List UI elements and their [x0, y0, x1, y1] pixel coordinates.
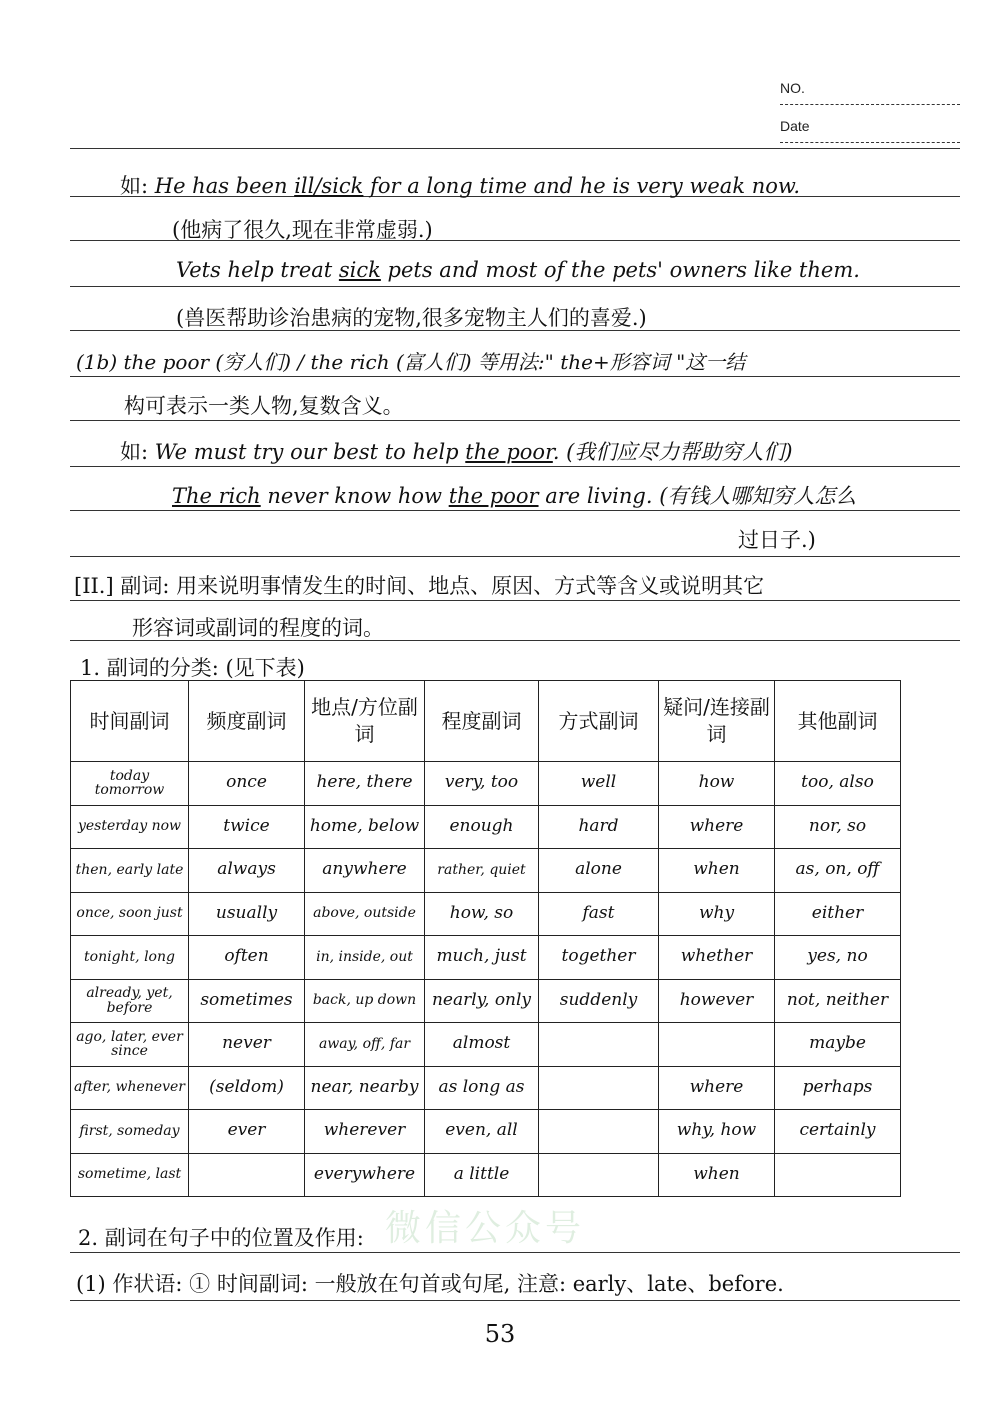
table-cell: ago, later, ever since [71, 1023, 189, 1067]
table-cell: how [659, 762, 775, 806]
table-row [71, 805, 901, 849]
underlined-text: the poor [448, 484, 539, 508]
table-cell: nearly, only [425, 979, 539, 1023]
table-cell: once [189, 762, 305, 806]
translation-line-1: (他病了很久,现在非常虚弱.) [172, 218, 433, 242]
table-cell: even, all [425, 1110, 539, 1154]
table-cell: then, early late [71, 849, 189, 893]
table-row [71, 936, 901, 980]
table-row [71, 1110, 901, 1154]
date-line [780, 142, 960, 143]
table-cell [189, 1153, 305, 1197]
table-cell [539, 1110, 659, 1154]
table-cell: too, also [775, 762, 901, 806]
adverb-table [70, 680, 901, 1197]
table-cell: sometime, last [71, 1153, 189, 1197]
table-cell: much, just [425, 936, 539, 980]
table-cell: maybe [775, 1023, 901, 1067]
example-prefix: 如: [120, 440, 149, 464]
table-cell: why, how [659, 1110, 775, 1154]
table-header-row [71, 681, 901, 762]
section-ii-heading: [II.] 副词: 用来说明事情发生的时间、地点、原因、方式等含义或说明其它 [74, 574, 765, 598]
table-cell: as, on, off [775, 849, 901, 893]
table-cell: above, outside [305, 892, 425, 936]
text-segment: Vets help treat [176, 258, 339, 282]
ruled-line [70, 600, 960, 601]
ruled-line [70, 376, 960, 377]
table-cell: ever [189, 1110, 305, 1154]
column-header: 方式副词 [539, 681, 659, 762]
table-cell [539, 1153, 659, 1197]
example-prefix: 如: [120, 174, 149, 198]
text-segment: for a long time and he is very weak now. [363, 174, 801, 198]
table-cell: usually [189, 892, 305, 936]
table-cell: once, soon just [71, 892, 189, 936]
column-header: 时间副词 [71, 681, 189, 762]
text-segment: pets and most of the pets' owners like them. [380, 258, 860, 282]
rule-line-1b: (1b) the poor (穷人们) / the rich (富人们) 等用法:" the+形容词 "这一结 [76, 350, 746, 374]
table-cell: alone [539, 849, 659, 893]
table-cell: everywhere [305, 1153, 425, 1197]
ruled-line [70, 556, 960, 557]
table-row [71, 892, 901, 936]
rule-line-1b-cont: 构可表示一类人物,复数含义。 [124, 394, 404, 418]
example-line-1 [120, 170, 800, 200]
table-cell: either [775, 892, 901, 936]
table-cell: home, below [305, 805, 425, 849]
column-header: 地点/方位副词 [305, 681, 425, 762]
table-cell: when [659, 849, 775, 893]
table-cell: how, so [425, 892, 539, 936]
underlined-text: the poor [465, 440, 553, 464]
page-number: 53 [484, 1320, 516, 1348]
example-line-2 [176, 258, 860, 282]
table-cell [539, 1066, 659, 1110]
table-cell: after, whenever [71, 1066, 189, 1110]
text-segment: are living. (有钱人哪知穷人怎么 [538, 484, 857, 508]
table-row [71, 1066, 901, 1110]
table-row [71, 1023, 901, 1067]
table-row [71, 849, 901, 893]
table-cell: yesterday now [71, 805, 189, 849]
text-segment: never know how [260, 484, 449, 508]
example-line-4 [172, 480, 856, 510]
example-line-3 [120, 436, 793, 466]
table-row [71, 762, 901, 806]
table-cell: fast [539, 892, 659, 936]
table-cell: whether [659, 936, 775, 980]
table-cell: where [659, 1066, 775, 1110]
table-cell [539, 1023, 659, 1067]
table-cell: perhaps [775, 1066, 901, 1110]
table-cell: when [659, 1153, 775, 1197]
table-cell: hard [539, 805, 659, 849]
table-cell: yes, no [775, 936, 901, 980]
table-cell: already, yet, before [71, 979, 189, 1023]
table-cell: tonight, long [71, 936, 189, 980]
column-header: 其他副词 [775, 681, 901, 762]
table-cell: back, up down [305, 979, 425, 1023]
adverbial-heading: (1) 作状语: ① 时间副词: 一般放在句首或句尾, 注意: early、late、before. [76, 1272, 784, 1296]
table-cell: nor, so [775, 805, 901, 849]
table-cell: today tomorrow [71, 762, 189, 806]
underlined-text: sick [338, 258, 381, 282]
ruled-line [70, 420, 960, 421]
table-cell: here, there [305, 762, 425, 806]
table-row [71, 1153, 901, 1197]
watermark: 微信公众号 [385, 1208, 586, 1249]
date-label: Date [780, 118, 810, 134]
ruled-line [70, 286, 960, 287]
table-cell: in, inside, out [305, 936, 425, 980]
table-cell: very, too [425, 762, 539, 806]
column-header: 程度副词 [425, 681, 539, 762]
table-cell: (seldom) [189, 1066, 305, 1110]
table-cell: certainly [775, 1110, 901, 1154]
table-cell: always [189, 849, 305, 893]
section-ii-heading-cont: 形容词或副词的程度的词。 [132, 616, 384, 640]
position-heading: 2. 副词在句子中的位置及作用: [78, 1226, 364, 1250]
translation-line-2: (兽医帮助诊治患病的宠物,很多宠物主人们的喜爱.) [176, 306, 647, 330]
table-cell: never [189, 1023, 305, 1067]
table-cell: however [659, 979, 775, 1023]
ruled-line [70, 510, 960, 511]
example-line-4-cont: 过日子.) [738, 528, 816, 552]
text-segment: We must try our best to help [154, 440, 466, 464]
table-cell: first, someday [71, 1110, 189, 1154]
text-segment: He has been [154, 174, 295, 198]
ruled-line [70, 1252, 960, 1253]
table-cell: often [189, 936, 305, 980]
table-cell: twice [189, 805, 305, 849]
table-cell: away, off, far [305, 1023, 425, 1067]
table-cell: rather, quiet [425, 849, 539, 893]
table-cell: almost [425, 1023, 539, 1067]
ruled-line [70, 1300, 960, 1301]
classification-heading: 1. 副词的分类: (见下表) [80, 656, 305, 680]
ruled-line [70, 466, 960, 467]
table-cell [775, 1153, 901, 1197]
table-cell: where [659, 805, 775, 849]
table-cell: wherever [305, 1110, 425, 1154]
ruled-line [70, 148, 960, 149]
table-cell: a little [425, 1153, 539, 1197]
table-cell: sometimes [189, 979, 305, 1023]
underlined-text: The rich [172, 484, 261, 508]
table-cell: suddenly [539, 979, 659, 1023]
table-cell: enough [425, 805, 539, 849]
no-label: NO. [780, 80, 805, 96]
column-header: 频度副词 [189, 681, 305, 762]
table-cell: as long as [425, 1066, 539, 1110]
text-segment: . (我们应尽力帮助穷人们) [552, 440, 793, 464]
table-row [71, 979, 901, 1023]
table-cell: anywhere [305, 849, 425, 893]
table-cell: well [539, 762, 659, 806]
table-cell: not, neither [775, 979, 901, 1023]
table-cell: why [659, 892, 775, 936]
column-header: 疑问/连接副词 [659, 681, 775, 762]
table-cell: together [539, 936, 659, 980]
table-cell [659, 1023, 775, 1067]
underlined-text: ill/sick [294, 174, 364, 198]
no-line [780, 104, 960, 105]
table-cell: near, nearby [305, 1066, 425, 1110]
